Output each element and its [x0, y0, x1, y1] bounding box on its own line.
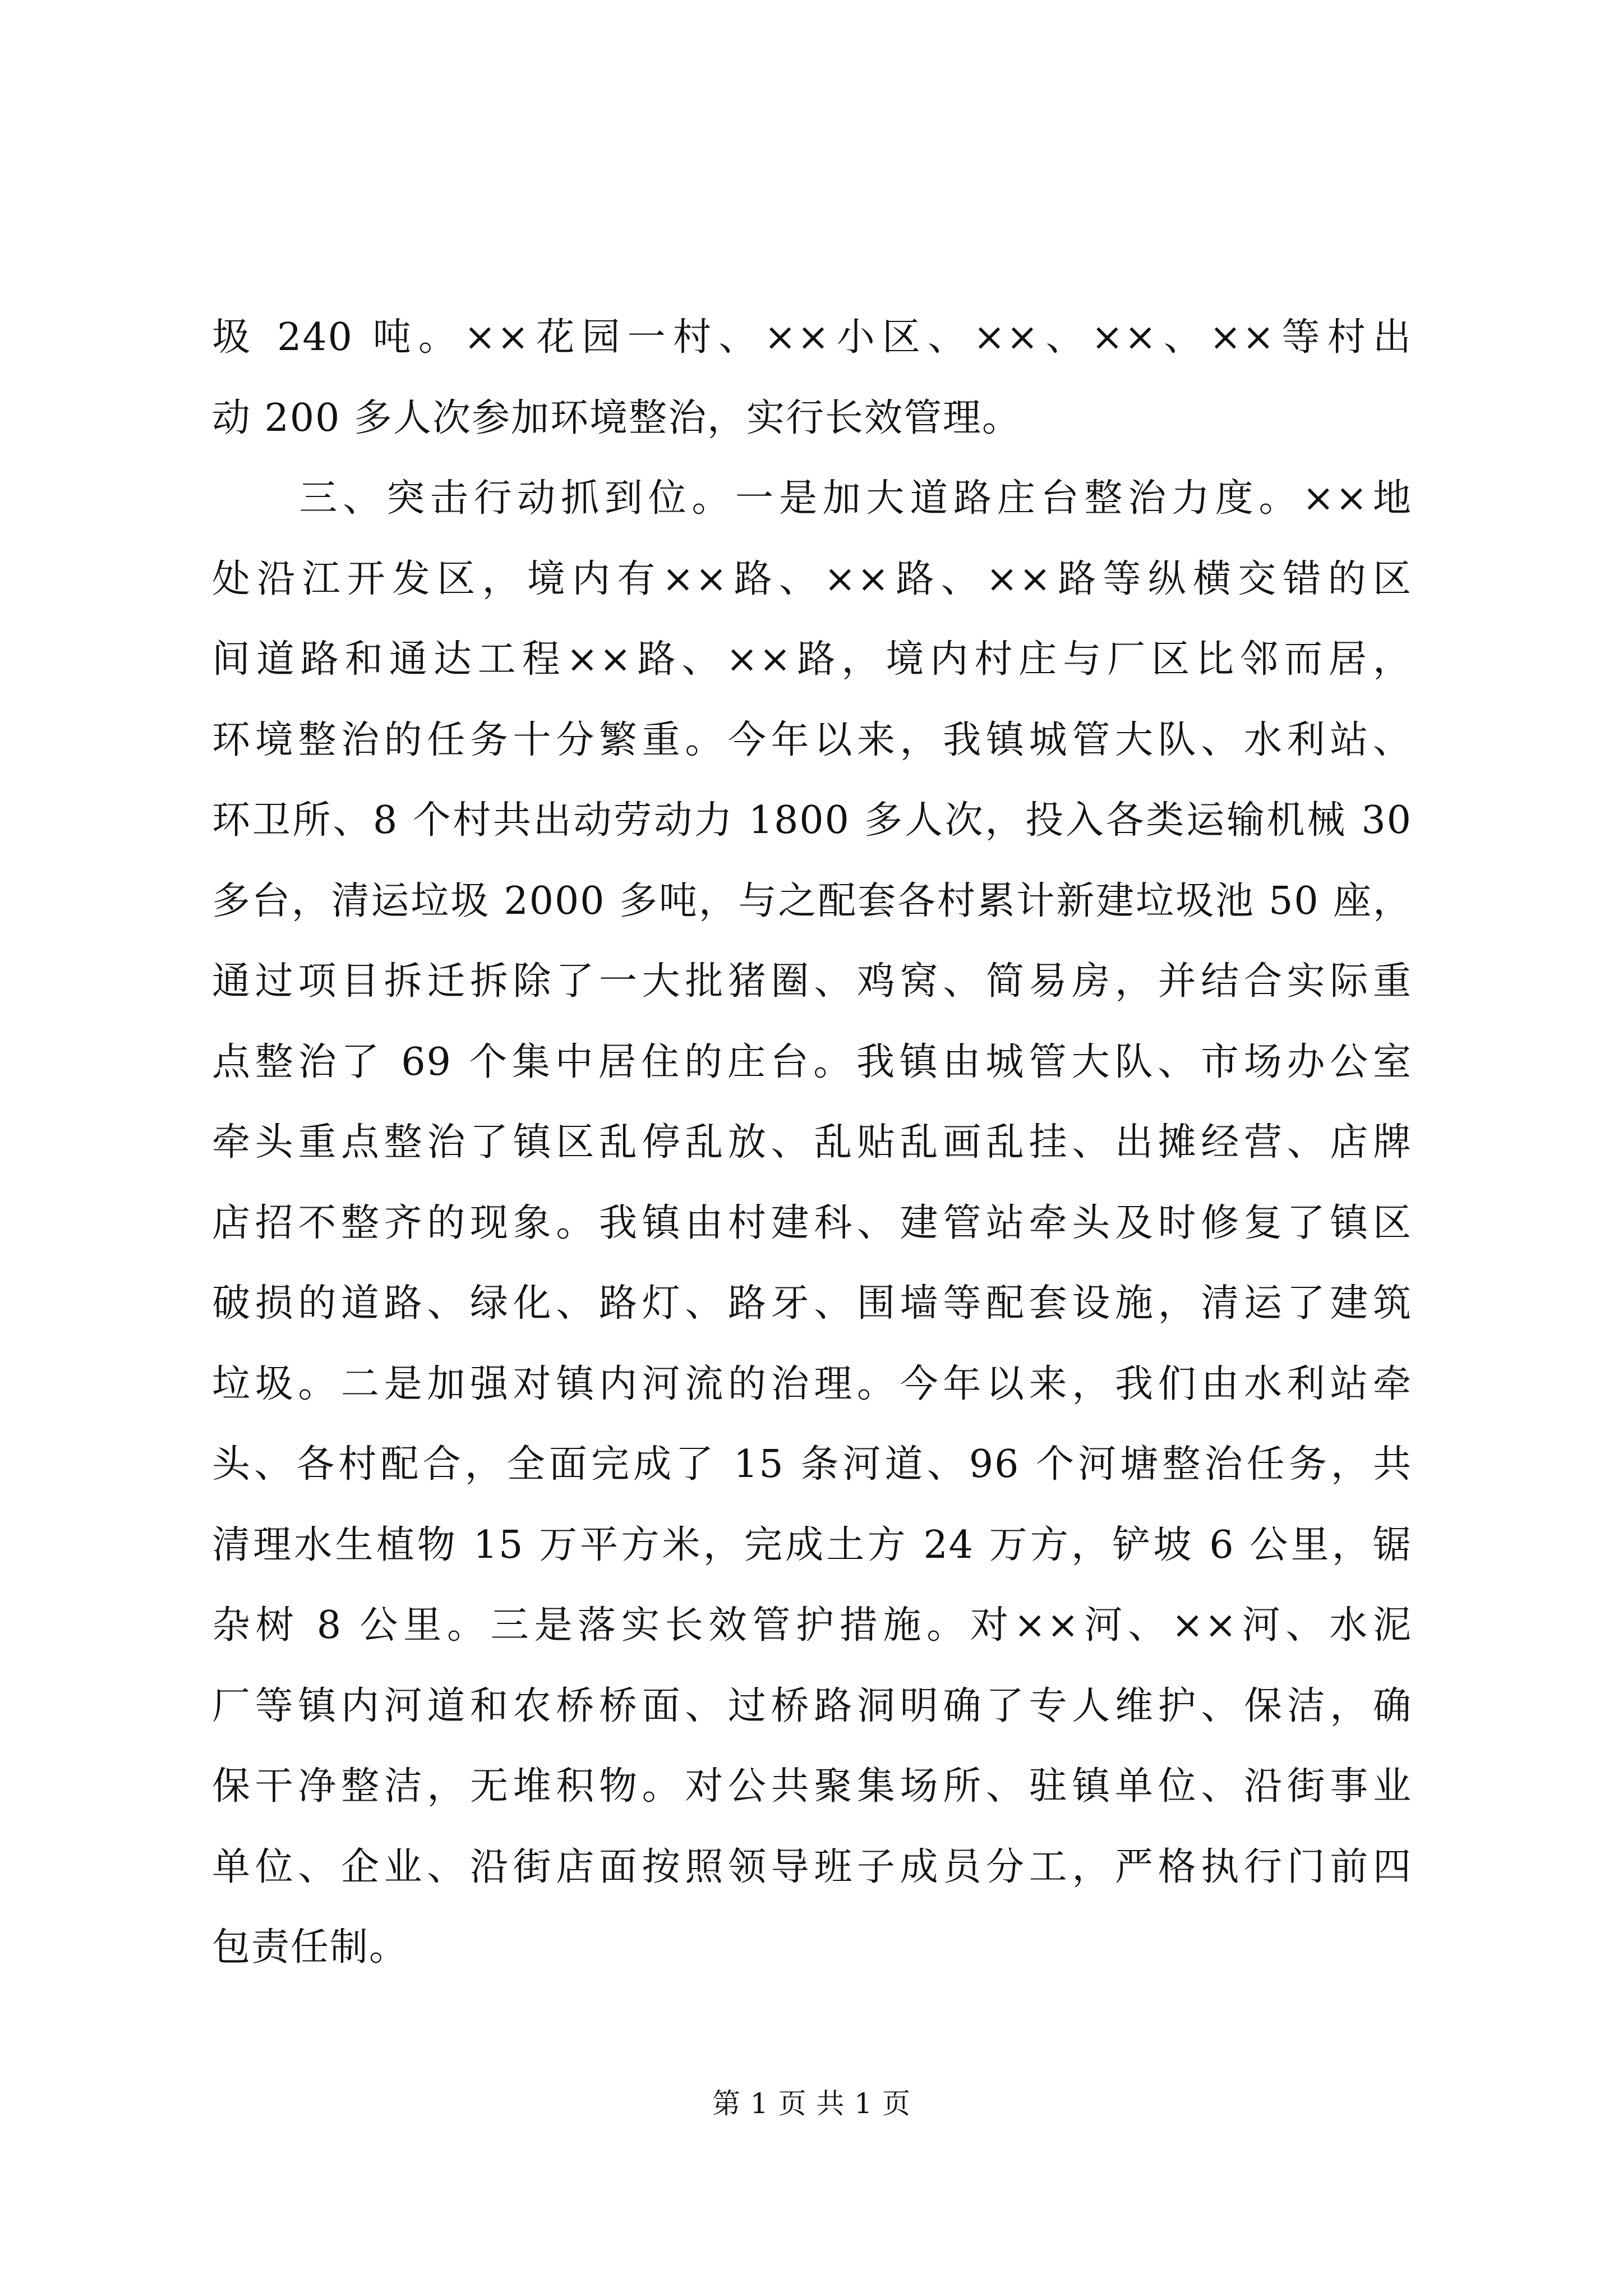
text-line-17: 杂树 8 公里。三是落实长效管护措施。对××河、××河、水泥: [212, 1603, 1412, 1648]
body-text: [212, 297, 1412, 1988]
text-line-14: 垃圾。二是加强对镇内河流的治理。今年以来，我们由水利站牵: [212, 1361, 1412, 1406]
text-line-12: 店招不整齐的现象。我镇由村建科、建管站牵头及时修复了镇区: [212, 1200, 1412, 1245]
text-line-2: 动 200 多人次参加环境整治，实行长效管理。: [212, 395, 1022, 440]
text-line-5: 间道路和通达工程××路、××路，境内村庄与厂区比邻而居，: [212, 637, 1412, 682]
page-footer: [0, 2087, 1623, 2120]
text-line-20: 单位、企业、沿街店面按照领导班子成员分工，严格执行门前四: [212, 1844, 1412, 1889]
text-line-7: 环卫所、8 个村共出动劳动力 1800 多人次，投入各类运输机械 30: [212, 798, 1412, 843]
text-line-6: 环境整治的任务十分繁重。今年以来，我镇城管大队、水利站、: [212, 717, 1412, 762]
text-line-16: 清理水生植物 15 万平方米，完成土方 24 万方，铲坡 6 公里，锯: [212, 1522, 1412, 1567]
text-line-9: 通过项目拆迁拆除了一大批猪圈、鸡窝、简易房，并结合实际重: [212, 959, 1412, 1004]
text-line-10: 点整治了 69 个集中居住的庄台。我镇由城管大队、市场办公室: [212, 1039, 1412, 1084]
text-line-11: 牵头重点整治了镇区乱停乱放、乱贴乱画乱挂、出摊经营、店牌: [212, 1120, 1412, 1165]
page-number-label: 第 1 页 共 1 页: [712, 2087, 911, 2120]
text-line-3: 三、突击行动抓到位。一是加大道路庄台整治力度。××地: [212, 476, 1412, 521]
text-line-1: 圾 240 吨。××花园一村、××小区、××、××、××等村出: [212, 315, 1412, 360]
text-line-15: 头、各村配合，全面完成了 15 条河道、96 个河塘整治任务，共: [212, 1442, 1412, 1487]
text-line-18: 厂等镇内河道和农桥桥面、过桥路洞明确了专人维护、保洁，确: [212, 1683, 1412, 1728]
text-line-21: 包责任制。: [212, 1925, 409, 1970]
text-line-13: 破损的道路、绿化、路灯、路牙、围墙等配套设施，清运了建筑: [212, 1281, 1412, 1326]
text-line-8: 多台，清运垃圾 2000 多吨，与之配套各村累计新建垃圾池 50 座，: [212, 878, 1412, 923]
text-line-4: 处沿江开发区，境内有××路、××路、××路等纵横交错的区: [212, 556, 1412, 601]
text-line-19: 保干净整洁，无堆积物。对公共聚集场所、驻镇单位、沿街事业: [212, 1764, 1412, 1809]
